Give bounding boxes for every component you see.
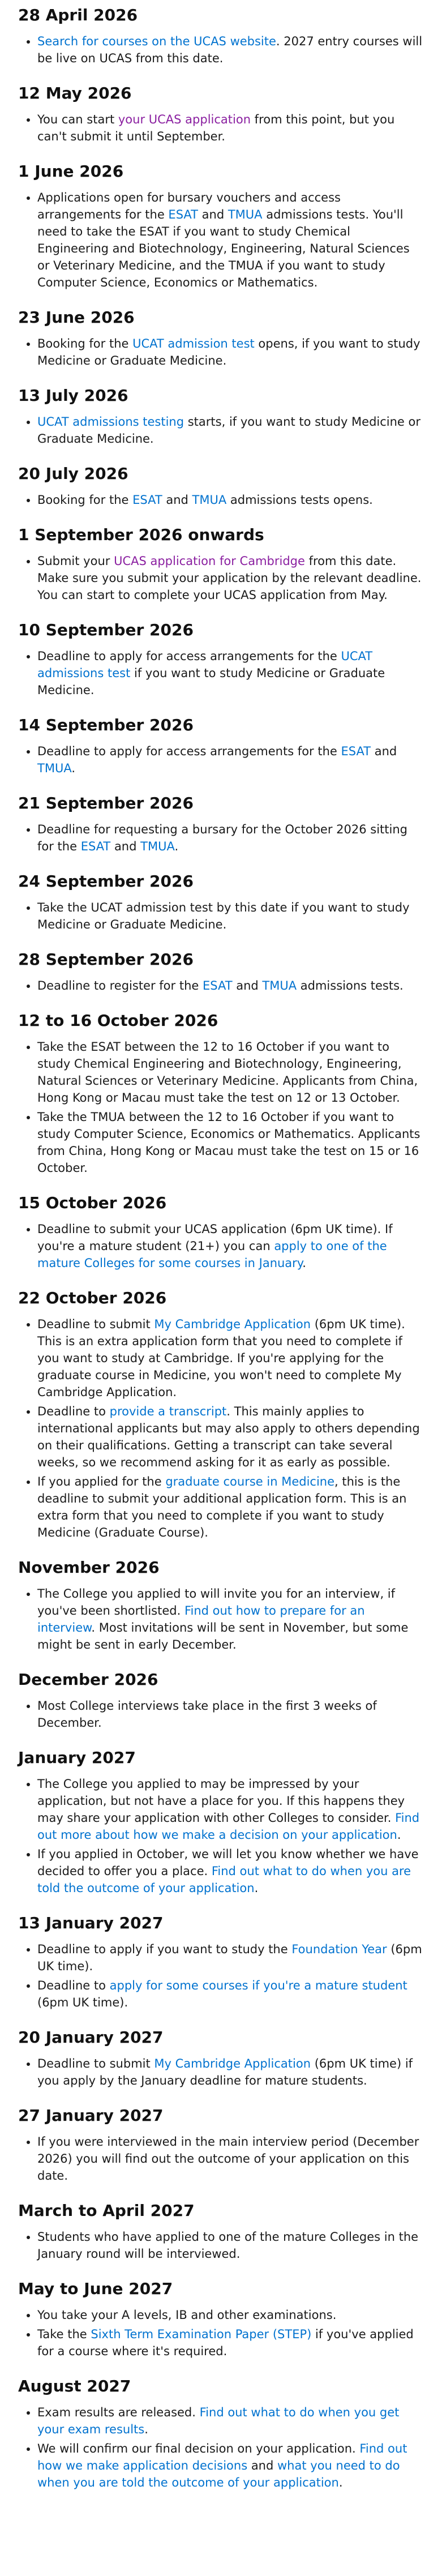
section-november-2026 <box>18 1558 425 1653</box>
section-28-april-2026 <box>18 6 425 67</box>
section-heading: 12 to 16 October 2026 <box>18 1011 218 1030</box>
event-text: . <box>254 1881 259 1895</box>
event-text: Deadline to submit <box>37 1317 155 1331</box>
event-text: and <box>371 744 397 758</box>
section-heading: March to April 2027 <box>18 2201 195 2220</box>
tmua-link[interactable]: TMUA <box>228 208 263 221</box>
event-text: Deadline to <box>37 1979 110 1992</box>
event-text: . <box>302 1256 306 1270</box>
event-list <box>18 2228 425 2262</box>
find-out-what-to-do-when-you-are-told-the-outcome-of-your-application-link[interactable]: Find out what to do when you are told the outcome of your application <box>37 1864 411 1895</box>
event-text: Deadline to apply if you want to study the <box>37 1942 292 1956</box>
event-text: . <box>397 1828 401 1842</box>
event-text: If you were interviewed in the main interview period (December 2026) you will find out the outcome of your application on this date. <box>37 2135 419 2183</box>
section-1-june-2026 <box>18 162 425 291</box>
esat-link[interactable]: ESAT <box>132 493 162 507</box>
event-text: Deadline to submit <box>37 2057 155 2070</box>
event-list <box>18 189 425 291</box>
section-heading: 10 September 2026 <box>18 621 194 639</box>
event-list <box>18 2307 425 2360</box>
event-item <box>37 1585 425 1653</box>
event-text: from this date. Make sure you submit your application by the relevant deadline. You can start to complete your UCAS application from May. <box>37 554 422 602</box>
section-heading: 20 July 2026 <box>18 464 128 483</box>
section-heading: May to June 2027 <box>18 2279 173 2298</box>
section-13-july-2026 <box>18 386 425 447</box>
section-12-to-16-october-2026 <box>18 1011 425 1176</box>
section-28-september-2026 <box>18 950 425 994</box>
event-item <box>37 977 425 994</box>
section-heading: 22 October 2026 <box>18 1289 167 1307</box>
event-item <box>37 1403 425 1471</box>
event-text: The College you applied to will invite you for an interview, if you've been shortlisted. <box>37 1587 396 1618</box>
event-text: We will confirm our final decision on your application. <box>37 2442 360 2455</box>
tmua-link[interactable]: TMUA <box>192 493 227 507</box>
event-text: . <box>71 761 76 775</box>
find-out-how-to-prepare-for-an-interview-link[interactable]: Find out how to prepare for an interview <box>37 1604 365 1634</box>
event-list <box>18 1038 425 1176</box>
event-item <box>37 2307 425 2323</box>
event-item <box>37 2228 425 2262</box>
section-august-2027 <box>18 2377 425 2491</box>
event-text: , this is the deadline to submit your additional application form. This is an extra form that you need to complete if you want to study Medicine (Graduate Course). <box>37 1475 407 1539</box>
my-cambridge-application-link[interactable]: My Cambridge Application <box>154 1317 311 1331</box>
event-list <box>18 821 425 855</box>
section-december-2026 <box>18 1670 425 1731</box>
event-text: . <box>174 840 179 853</box>
event-text: from this point, but you can't submit it until September. <box>37 113 395 143</box>
event-text: Deadline to apply for access arrangements for the <box>37 744 341 758</box>
event-item <box>37 2404 425 2438</box>
event-text: if you've applied for a course where it's required. <box>37 2327 414 2358</box>
event-text: Students who have applied to one of the mature Colleges in the January round will be interviewed. <box>37 2230 419 2261</box>
event-list <box>18 553 425 604</box>
find-out-more-about-how-we-make-a-decision-on-your-application-link[interactable]: Find out more about how we make a decision on your application <box>37 1811 420 1842</box>
event-list <box>18 2404 425 2491</box>
find-out-what-to-do-when-you-get-your-exam-results-link[interactable]: Find out what to do when you get your exam results <box>37 2406 400 2436</box>
graduate-course-in-medicine-link[interactable]: graduate course in Medicine <box>165 1475 335 1488</box>
event-list <box>18 1941 425 2011</box>
my-cambridge-application-link[interactable]: My Cambridge Application <box>154 2057 311 2070</box>
tmua-link[interactable]: TMUA <box>37 761 72 775</box>
event-text: and <box>110 840 141 853</box>
event-text: (6pm UK time). This is an extra application form that you need to complete if you want to study at Cambridge. If you're applying for the graduate course in Medicine, you won't need to complete My Cambridge Application. <box>37 1317 405 1399</box>
event-list <box>18 899 425 933</box>
event-text: and <box>162 493 192 507</box>
section-23-june-2026 <box>18 308 425 369</box>
event-text: . Most invitations will be sent in November, but some might be sent in early December. <box>37 1621 409 1651</box>
section-15-october-2026 <box>18 1193 425 1272</box>
section-march-to-april-2027 <box>18 2201 425 2262</box>
section-12-may-2026 <box>18 84 425 145</box>
search-for-courses-on-the-ucas-website-link[interactable]: Search for courses on the UCAS website <box>37 35 276 48</box>
section-heading: 20 January 2027 <box>18 2028 164 2047</box>
section-heading: 24 September 2026 <box>18 872 194 891</box>
section-heading: 1 June 2026 <box>18 162 124 181</box>
event-list <box>18 977 425 994</box>
event-text: (6pm UK time). <box>37 1942 422 1973</box>
event-text: admissions tests. You'll need to take the ESAT if you want to study Chemical Engineering and Biotechnology, Engineering, Natural Sciences or Veterinary Medicine, and the TMUA if you want to study Computer Science, Economics or Mathematics. <box>37 208 410 289</box>
event-list <box>18 648 425 699</box>
event-text: admissions tests. <box>297 979 404 992</box>
apply-to-one-of-the-mature-colleges-for-some-courses-in-january-link[interactable]: apply to one of the mature Colleges for some courses in January <box>37 1239 387 1270</box>
tmua-link[interactable]: TMUA <box>262 979 297 992</box>
find-out-how-we-make-application-decisions-link[interactable]: Find out how we make application decisions <box>37 2442 407 2472</box>
section-heading: August 2027 <box>18 2377 131 2395</box>
event-item <box>37 899 425 933</box>
event-text: (6pm UK time). <box>37 1996 128 2009</box>
event-item <box>37 1846 425 1897</box>
section-may-to-june-2027 <box>18 2279 425 2360</box>
event-item <box>37 2133 425 2184</box>
event-text: if you want to study Medicine or Graduate Medicine. <box>37 666 385 697</box>
event-text: . <box>144 2423 148 2436</box>
event-text: . 2027 entry courses will be live on UCAS from this date. <box>37 35 423 65</box>
event-list <box>18 1221 425 1272</box>
section-21-september-2026 <box>18 794 425 855</box>
event-text: and <box>232 979 263 992</box>
event-text: The College you applied to may be impressed by your application, but not have a place for you. If this happens they may share your application with other Colleges to consider. <box>37 1777 405 1825</box>
event-text: Deadline for requesting a bursary for the October 2026 sitting for the <box>37 823 407 853</box>
section-heading: January 2027 <box>18 1748 136 1767</box>
ucat-admissions-testing-link[interactable]: UCAT admissions testing <box>37 415 184 429</box>
event-item <box>37 821 425 855</box>
esat-link[interactable]: ESAT <box>341 744 371 758</box>
event-list <box>18 413 425 447</box>
section-heading: 23 June 2026 <box>18 308 135 327</box>
ucat-admission-test-link[interactable]: UCAT admission test <box>132 337 255 350</box>
event-item <box>37 1473 425 1541</box>
section-heading: 21 September 2026 <box>18 794 194 812</box>
event-list <box>18 33 425 67</box>
event-list <box>18 1697 425 1731</box>
event-item <box>37 2440 425 2491</box>
apply-for-some-courses-if-you-re-a-mature-student-link[interactable]: apply for some courses if you're a mature student <box>109 1979 407 1992</box>
event-text: starts, if you want to study Medicine or Graduate Medicine. <box>37 415 421 446</box>
event-text: and <box>247 2459 277 2472</box>
event-list <box>18 1316 425 1541</box>
section-january-2027 <box>18 1748 425 1897</box>
event-text: Take the ESAT between the 12 to 16 October if you want to study Chemical Engineering and Biotechnology, Engineering, Natural Sciences or Veterinary Medicine. Applicants from China, Hong Kong or Macau must take the test on 12 or 13 October. <box>37 1040 418 1105</box>
event-item <box>37 1697 425 1731</box>
event-text: Most College interviews take place in the first 3 weeks of December. <box>37 1699 377 1730</box>
section-1-september-2026-onwards <box>18 525 425 604</box>
esat-link[interactable]: ESAT <box>168 208 198 221</box>
event-text: Deadline to register for the <box>37 979 203 992</box>
section-20-january-2027 <box>18 2028 425 2089</box>
event-text: You can start <box>37 113 118 126</box>
section-heading: 28 September 2026 <box>18 950 194 969</box>
event-item <box>37 413 425 447</box>
tmua-link[interactable]: TMUA <box>140 840 175 853</box>
section-10-september-2026 <box>18 621 425 699</box>
section-heading: 14 September 2026 <box>18 716 194 734</box>
section-14-september-2026 <box>18 716 425 777</box>
esat-link[interactable]: ESAT <box>80 840 111 853</box>
event-item <box>37 1775 425 1843</box>
event-text: admissions tests opens. <box>226 493 373 507</box>
event-text: Deadline to submit your UCAS application (6pm UK time). If you're a mature student (21+) you can <box>37 1222 393 1253</box>
event-item <box>37 648 425 699</box>
section-heading: 1 September 2026 onwards <box>18 525 264 544</box>
event-item <box>37 2326 425 2360</box>
your-ucas-application-link[interactable]: your UCAS application <box>118 113 251 126</box>
event-text: . This mainly applies to international applicants but may also apply to others depending on their qualifications. Getting a transcript can take several weeks, so we recommend asking for it as early as possible. <box>37 1405 420 1469</box>
what-you-need-to-do-when-you-are-told-the-outcome-of-your-application-link[interactable]: what you need to do when you are told the outcome of your application <box>37 2459 400 2489</box>
event-item <box>37 189 425 291</box>
event-text: (6pm UK time) if you apply by the January deadline for mature students. <box>37 2057 413 2087</box>
event-item <box>37 1941 425 1975</box>
section-heading: 13 July 2026 <box>18 386 128 405</box>
section-24-september-2026 <box>18 872 425 933</box>
event-item <box>37 111 425 145</box>
event-item <box>37 491 425 508</box>
event-item <box>37 1038 425 1106</box>
section-27-january-2027 <box>18 2106 425 2184</box>
event-text: Booking for the <box>37 493 133 507</box>
event-list <box>18 491 425 508</box>
event-text: Deadline to <box>37 1405 110 1418</box>
section-20-july-2026 <box>18 464 425 508</box>
event-text: Deadline to apply for access arrangements for the <box>37 649 341 663</box>
event-item <box>37 335 425 369</box>
event-item <box>37 1221 425 1272</box>
event-list <box>18 335 425 369</box>
event-list <box>18 1585 425 1653</box>
event-text: You take your A levels, IB and other examinations. <box>37 2308 337 2322</box>
section-heading: 27 January 2027 <box>18 2106 164 2125</box>
esat-link[interactable]: ESAT <box>202 979 233 992</box>
event-text: Exam results are released. <box>37 2406 200 2419</box>
section-heading: 28 April 2026 <box>18 6 138 24</box>
section-heading: November 2026 <box>18 1558 160 1577</box>
event-text: Take the UCAT admission test by this date if you want to study Medicine or Graduate Medicine. <box>37 901 410 931</box>
event-list <box>18 743 425 777</box>
event-item <box>37 553 425 604</box>
foundation-year-link[interactable]: Foundation Year <box>291 1942 387 1956</box>
event-list <box>18 111 425 145</box>
event-item <box>37 1109 425 1176</box>
event-text: Take the <box>37 2327 91 2341</box>
event-text: Submit your <box>37 554 114 568</box>
provide-a-transcript-link[interactable]: provide a transcript <box>109 1405 227 1418</box>
event-item <box>37 1316 425 1401</box>
ucat-admissions-test-link[interactable]: UCAT admissions test <box>37 649 373 680</box>
event-text: . <box>338 2476 343 2489</box>
event-text: Take the TMUA between the 12 to 16 October if you want to study Computer Science, Economics or Mathematics. Applicants from China, Hong Kong or Macau must take the test on 15 or 16 October. <box>37 1110 420 1175</box>
event-text: opens, if you want to study Medicine or Graduate Medicine. <box>37 337 420 367</box>
event-item <box>37 743 425 777</box>
sixth-term-examination-paper-step-link[interactable]: Sixth Term Examination Paper (STEP) <box>91 2327 312 2341</box>
section-heading: 15 October 2026 <box>18 1193 167 1212</box>
event-text: If you applied for the <box>37 1475 166 1488</box>
section-heading: 12 May 2026 <box>18 84 132 102</box>
event-list <box>18 2055 425 2089</box>
event-item <box>37 2055 425 2089</box>
event-list <box>18 1775 425 1897</box>
event-text: Applications open for bursary vouchers and access arrangements for the <box>37 191 341 221</box>
section-22-october-2026 <box>18 1289 425 1541</box>
section-heading: December 2026 <box>18 1670 158 1689</box>
event-text: Booking for the <box>37 337 133 350</box>
event-item <box>37 33 425 67</box>
section-13-january-2027 <box>18 1914 425 2011</box>
event-item <box>37 1977 425 2011</box>
section-heading: 13 January 2027 <box>18 1914 164 1932</box>
event-text: and <box>198 208 228 221</box>
ucas-application-for-cambridge-link[interactable]: UCAS application for Cambridge <box>114 554 305 568</box>
event-list <box>18 2133 425 2184</box>
event-text: If you applied in October, we will let you know whether we have decided to offer you a place. <box>37 1847 419 1878</box>
